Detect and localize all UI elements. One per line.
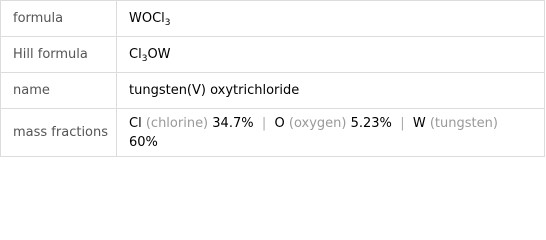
oxygen-percent: 5.23% [350,116,392,131]
oxygen-element-name: (oxygen) [288,116,347,131]
separator: | [261,116,267,131]
tungsten-percent: 60% [129,135,158,150]
name-value: tungsten(V) oxytrichloride [117,73,545,109]
hill-formula-value [117,37,545,73]
fraction-oxygen [275,116,392,131]
tungsten-symbol: W [412,116,426,131]
chlorine-percent: 34.7% [212,116,254,131]
chlorine-symbol: Cl [129,116,142,131]
fraction-chlorine [129,116,254,131]
formula-row [1,1,545,37]
name-label: name [1,73,117,109]
separator: | [400,116,405,131]
oxygen-symbol: O [274,116,285,131]
mass-fractions-value [117,109,545,157]
name-row [1,73,545,109]
formula-subscript: 3 [164,18,171,28]
hill-formula-subscript: 3 [141,54,148,64]
hill-formula-pre: Cl [129,47,142,62]
hill-formula-label: Hill formula [1,37,117,73]
mass-fractions-row [1,109,545,157]
formula-base: WOCl [129,11,165,26]
mass-fractions-label: mass fractions [1,109,117,157]
formula-value [117,1,545,37]
hill-formula-row [1,37,545,73]
chlorine-element-name: (chlorine) [145,116,209,131]
hill-formula-post: OW [147,47,171,62]
tungsten-element-name: (tungsten) [429,116,498,131]
formula-label: formula [1,1,117,37]
